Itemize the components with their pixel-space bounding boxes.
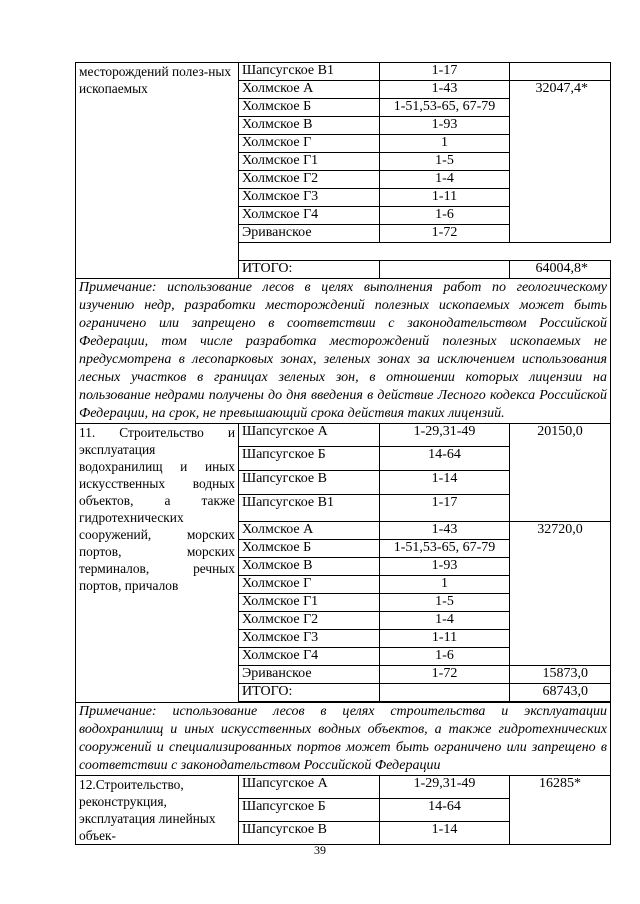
plot-numbers: 1-4	[380, 612, 510, 630]
area-linear-objects: 16285*	[510, 776, 611, 845]
area-empty	[510, 63, 611, 81]
forestry-name: Холмское Г1	[239, 153, 380, 171]
forestry-name: Шапсугское В1	[239, 63, 380, 81]
forestry-name: Эриванское	[239, 666, 380, 684]
total-value: 68743,0	[510, 684, 611, 702]
plot-numbers: 1-14	[380, 822, 510, 845]
forestry-name: Холмское Г	[239, 135, 380, 153]
area-holmskoe: 32047,4*	[510, 81, 611, 243]
plot-numbers: 1	[380, 135, 510, 153]
forestry-name: Холмское Г	[239, 576, 380, 594]
forestry-name: Холмское Б	[239, 540, 380, 558]
note-reservoirs: Примечание: использование лесов в целях строительства и эксплуатации водохранилищ и иных искусственных водных объектов, а также гидротехнических сооружений и специализированных портов может быть ограничено или запрещено в соответствии с законодательством Российской Федерации	[76, 703, 611, 776]
area-holmskoe: 32720,0	[510, 522, 611, 666]
forestry-name: Холмское Г2	[239, 171, 380, 189]
plot-numbers: 1-6	[380, 207, 510, 225]
plot-numbers: 1-93	[380, 558, 510, 576]
plot-numbers: 14-64	[380, 447, 510, 471]
forestry-name: Холмское А	[239, 522, 380, 540]
area-shapsug: 20150,0	[510, 424, 611, 522]
forestry-name: Холмское В	[239, 117, 380, 135]
forestry-name: Шапсугское В1	[239, 495, 380, 522]
plot-numbers: 1-4	[380, 171, 510, 189]
plot-numbers: 1-43	[380, 81, 510, 99]
forestry-name: Холмское Г3	[239, 630, 380, 648]
plot-numbers: 1-17	[380, 495, 510, 522]
total-plots-empty	[380, 261, 510, 279]
total-value: 64004,8*	[510, 261, 611, 279]
forestry-name: Шапсугское А	[239, 776, 380, 799]
forestry-name: Холмское В	[239, 558, 380, 576]
plot-numbers: 1-6	[380, 648, 510, 666]
plot-numbers: 1-29,31-49	[380, 776, 510, 799]
total-label: ИТОГО:	[239, 261, 380, 279]
forestry-name: Холмское Г3	[239, 189, 380, 207]
plot-numbers: 1-17	[380, 63, 510, 81]
forestry-name: Холмское Г2	[239, 612, 380, 630]
forestry-name: Шапсугское Б	[239, 799, 380, 822]
plot-numbers: 1-72	[380, 666, 510, 684]
plot-numbers: 1-5	[380, 153, 510, 171]
forestry-name: Эриванское	[239, 225, 380, 243]
forestry-name: Шапсугское А	[239, 424, 380, 447]
total-plots-empty	[380, 684, 510, 702]
purpose-cell-linear-objects: 12.Строительство, реконструкция, эксплуатация линейных объек-	[76, 776, 239, 845]
area-erivanskoe: 15873,0	[510, 666, 611, 684]
plot-numbers: 1-51,53-65, 67-79	[380, 540, 510, 558]
forestry-name: Шапсугское Б	[239, 447, 380, 471]
plot-numbers: 1	[380, 576, 510, 594]
forestry-name: Шапсугское В	[239, 471, 380, 495]
plot-numbers: 1-11	[380, 630, 510, 648]
forestry-name: Холмское Г4	[239, 207, 380, 225]
total-label: ИТОГО:	[239, 684, 380, 702]
plot-numbers: 1-5	[380, 594, 510, 612]
plot-numbers: 1-14	[380, 471, 510, 495]
note-mining: Примечание: использование лесов в целях выполнения работ по геологическому изучению недр, разработки месторождений полезных ископаемых может быть ограничено или запрещено в соответствии с законодательством Российской Федерации, том числе разработка месторождений полезных ископаемых не предусмотрена в лесопарковых зонах, зеленых зонах за исключением использования лесных участков в границах зеленых зон, в отношении которых лицензии на пользование недрами получены до дня введения в действие Лесного кодекса Российской Федерации, на срок, не превышающий срока действия таких лицензий.	[76, 279, 611, 424]
plot-numbers: 1-11	[380, 189, 510, 207]
plot-numbers: 1-43	[380, 522, 510, 540]
forestry-name: Шапсугское В	[239, 822, 380, 845]
purpose-cell-mining: месторождений полез-ных ископаемых	[76, 63, 239, 279]
forest-use-table	[75, 62, 611, 845]
forestry-name: Холмское Б	[239, 99, 380, 117]
plot-numbers: 1-72	[380, 225, 510, 243]
plot-numbers: 1-51,53-65, 67-79	[380, 99, 510, 117]
plot-numbers: 1-93	[380, 117, 510, 135]
purpose-cell-reservoirs: 11. Строительство и эксплуатация водохранилищ и иных искусственных водных объектов, а также гидротехнических сооружений, морских портов, морских терминалов, речных портов, причалов	[76, 424, 239, 703]
forestry-name: Холмское А	[239, 81, 380, 99]
plot-numbers: 14-64	[380, 799, 510, 822]
page-number: 39	[314, 843, 326, 857]
forestry-name: Холмское Г1	[239, 594, 380, 612]
forestry-name: Холмское Г4	[239, 648, 380, 666]
plot-numbers: 1-29,31-49	[380, 424, 510, 447]
